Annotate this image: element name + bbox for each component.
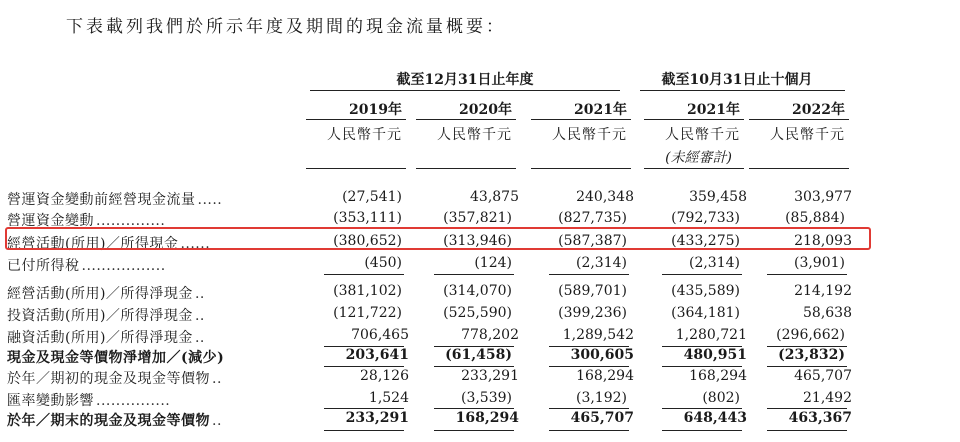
table-cell: 648,443 (683, 410, 747, 426)
total-rule (324, 408, 404, 409)
column-year-4: 2022年 (792, 102, 845, 118)
column-unit-rule-1 (416, 168, 516, 169)
row-label (7, 189, 222, 209)
table-cell: (399,236) (558, 305, 627, 321)
table-cell: 359,458 (689, 189, 747, 205)
column-year-3: 2021年 (687, 102, 740, 118)
table-cell: (802) (702, 390, 740, 406)
total-rule (662, 366, 742, 367)
highlight-box (5, 227, 871, 250)
total-rule (324, 274, 404, 275)
table-cell: 480,951 (683, 347, 747, 363)
table-cell: (353,111) (333, 210, 402, 226)
table-cell: 303,977 (794, 189, 852, 205)
column-year-2: 2021年 (574, 102, 627, 118)
total-rule (549, 430, 629, 431)
row-label-text: 經營活動(所用)／所得淨現金 (7, 286, 193, 302)
column-year-rule-1 (416, 119, 516, 120)
table-cell: 706,465 (351, 327, 409, 343)
table-cell: (357,821) (443, 210, 512, 226)
intro-text: 下表載列我們於所示年度及期間的現金流量概要： (66, 17, 506, 37)
total-rule (324, 430, 404, 431)
group-title-ten-months: 截至10月31日止十個月 (661, 72, 813, 88)
row-label-text: 於年／期初的現金及現金等價物 (7, 371, 210, 387)
table-cell: (124) (474, 255, 512, 271)
table-cell: 465,707 (794, 368, 852, 384)
total-rule (324, 366, 404, 367)
row-label-text: 於年／期末的現金及現金等價物 (7, 413, 210, 429)
table-cell: (313,946) (443, 233, 512, 249)
table-cell: (3,901) (793, 255, 845, 271)
total-rule (662, 346, 742, 347)
table-cell: (433,275) (671, 233, 740, 249)
table-cell: (296,662) (776, 327, 845, 343)
table-cell: 300,605 (570, 347, 634, 363)
table-cell: 1,524 (368, 390, 409, 406)
table-cell: (23,832) (778, 347, 845, 363)
row-leader-dots: ............... (96, 393, 171, 409)
total-rule (767, 274, 847, 275)
table-cell: 233,291 (345, 410, 409, 426)
total-rule (434, 346, 514, 347)
column-year-0: 2019年 (349, 102, 402, 118)
column-unit-1: 人民幣千元 (437, 127, 512, 143)
table-cell: 58,638 (803, 305, 852, 321)
row-leader-dots: .. (194, 308, 205, 324)
table-cell: (3,539) (460, 390, 512, 406)
row-leader-dots: .. (194, 286, 205, 302)
column-unit-2: 人民幣千元 (552, 127, 627, 143)
table-cell: (525,590) (443, 305, 512, 321)
table-cell: (2,314) (688, 255, 740, 271)
total-rule (434, 366, 514, 367)
table-cell: (2,314) (575, 255, 627, 271)
row-label-text: 融資活動(所用)／所得淨現金 (7, 330, 193, 346)
table-cell: 43,875 (470, 189, 519, 205)
total-rule (767, 408, 847, 409)
column-unit-rule-2 (531, 168, 631, 169)
table-cell: (3,192) (575, 390, 627, 406)
row-label-text: 現金及現金等價物淨增加／(減少) (7, 350, 225, 366)
table-cell: (450) (364, 255, 402, 271)
total-rule (549, 274, 629, 275)
row-label (7, 347, 224, 367)
row-label (7, 305, 205, 325)
total-rule (767, 346, 847, 347)
table-cell: 778,202 (461, 327, 519, 343)
row-leader-dots: .............. (96, 213, 166, 229)
column-unit-3: 人民幣千元 (665, 127, 740, 143)
row-label (7, 390, 170, 410)
table-cell: 168,294 (689, 368, 747, 384)
total-rule (549, 346, 629, 347)
total-rule (549, 408, 629, 409)
table-cell: 233,291 (461, 368, 519, 384)
table-cell: (792,733) (671, 210, 740, 226)
row-label (7, 327, 205, 347)
column-unit-4: 人民幣千元 (770, 127, 845, 143)
group-rule-annual (310, 90, 620, 91)
table-cell: (827,735) (558, 210, 627, 226)
table-cell: (85,884) (785, 210, 845, 226)
row-label (7, 255, 166, 275)
total-rule (662, 430, 742, 431)
row-label-text: 經營活動(所用)／所得現金 (7, 236, 179, 252)
column-year-rule-4 (749, 119, 849, 120)
column-unit-rule-3 (644, 168, 744, 169)
row-label (7, 410, 222, 430)
table-cell: (364,181) (671, 305, 740, 321)
total-rule (434, 274, 514, 275)
total-rule (662, 274, 742, 275)
column-unit-rule-0 (306, 168, 406, 169)
total-rule (767, 366, 847, 367)
row-leader-dots: ................. (81, 258, 166, 274)
total-rule (767, 430, 847, 431)
row-leader-dots: ...... (180, 236, 211, 252)
column-unit-0: 人民幣千元 (327, 127, 402, 143)
row-label-text: 營運資金變動前經營現金流量 (7, 192, 196, 208)
table-cell: 240,348 (576, 189, 634, 205)
total-rule (324, 346, 404, 347)
table-cell: (587,387) (558, 233, 627, 249)
table-cell: 218,093 (794, 233, 852, 249)
column-year-rule-2 (531, 119, 631, 120)
total-rule (549, 366, 629, 367)
table-cell: 465,707 (570, 410, 634, 426)
row-label-text: 已付所得稅 (7, 258, 80, 274)
column-note-3: (未經審計) (665, 150, 732, 166)
row-label (7, 368, 222, 388)
total-rule (662, 408, 742, 409)
row-leader-dots: .. (212, 371, 222, 387)
column-year-rule-3 (644, 119, 744, 120)
row-leader-dots: .. (212, 413, 222, 429)
table-cell: 214,192 (794, 283, 852, 299)
row-leader-dots: ..... (197, 192, 223, 208)
table-cell: 463,367 (788, 410, 852, 426)
table-cell: (435,589) (671, 283, 740, 299)
table-cell: 1,280,721 (675, 327, 747, 343)
row-leader-dots: .. (194, 330, 205, 346)
column-unit-rule-4 (749, 168, 849, 169)
column-year-1: 2020年 (459, 102, 512, 118)
table-cell: 168,294 (455, 410, 519, 426)
group-rule-ten-months (640, 90, 845, 91)
row-label-text: 營運資金變動 (7, 213, 94, 229)
table-cell: (61,458) (445, 347, 512, 363)
row-label-text: 投資活動(所用)／所得淨現金 (7, 308, 193, 324)
table-cell: 203,641 (345, 347, 409, 363)
table-cell: (380,652) (333, 233, 402, 249)
column-year-rule-0 (306, 119, 406, 120)
row-label (7, 283, 205, 303)
table-cell: (121,722) (333, 305, 402, 321)
row-label-text: 匯率變動影響 (7, 393, 94, 409)
table-cell: (381,102) (333, 283, 402, 299)
table-cell: (27,541) (342, 189, 402, 205)
table-cell: 28,126 (360, 368, 409, 384)
table-cell: 21,492 (803, 390, 852, 406)
total-rule (434, 408, 514, 409)
group-title-annual: 截至12月31日止年度 (396, 72, 534, 88)
table-cell: (589,701) (558, 283, 627, 299)
table-cell: (314,070) (443, 283, 512, 299)
total-rule (434, 430, 514, 431)
table-cell: 168,294 (576, 368, 634, 384)
table-cell: 1,289,542 (562, 327, 634, 343)
